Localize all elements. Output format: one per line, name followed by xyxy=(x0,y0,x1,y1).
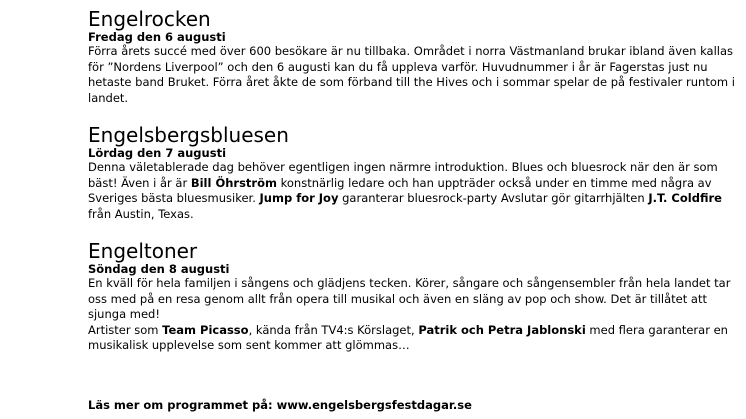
section-date: Söndag den 8 augusti xyxy=(88,262,230,276)
text-run: från Austin, Texas. xyxy=(88,206,194,221)
section-engelrocken xyxy=(88,7,738,106)
section-paragraph xyxy=(88,323,738,354)
text-run: med flera garanterar en musikalisk upplevelse som sent kommer att glömmas… xyxy=(88,322,728,352)
text-run: garanterar bluesrock-party Avslutar gör gitarrhjälten xyxy=(338,191,649,205)
text-run: Förra årets succé med över 600 besökare är nu tillbaka. Området i norra Västmanland brukar ibland även kallas för ”Nordens Liverpool” och den 6 augusti kan du få uppleva varför. Huvudnummer i år är Fagerstas just nu hetaste band Bruket. Förra året åkte de som förband till the Hives och i sommar spelar de på festivaler runtom i landet. xyxy=(88,44,735,105)
section-paragraph xyxy=(88,44,738,106)
text-run: konstnärlig ledare och han uppträder också under en timme med några av Sveriges bästa bluesmusiker. xyxy=(88,175,712,205)
section-title: Engelrocken xyxy=(88,7,211,31)
section-title: Engelsbergsbluesen xyxy=(88,123,289,147)
text-run: , kända från TV4:s Körslaget, xyxy=(248,322,419,337)
document-body xyxy=(88,7,738,354)
section-date: Lördag den 7 augusti xyxy=(88,146,227,160)
text-run: Artister som xyxy=(88,322,163,337)
bold-text: Jump for Joy xyxy=(259,191,339,205)
bold-text: J.T. Coldfire xyxy=(648,191,722,205)
section-engeltoner xyxy=(88,239,738,354)
footer-more-info: Läs mer om programmet på: www.engelsbergsfestdagar.se xyxy=(88,398,472,412)
section-date: Fredag den 6 augusti xyxy=(88,30,226,44)
section-title: Engeltoner xyxy=(88,239,198,263)
bold-text: Bill Öhrström xyxy=(190,175,277,190)
bold-text: Team Picasso xyxy=(162,322,249,337)
section-paragraph xyxy=(88,160,738,222)
bold-text: Patrik och Petra Jablonski xyxy=(418,322,586,337)
section-engelsbergsbluesen xyxy=(88,123,738,222)
section-paragraph xyxy=(88,276,738,323)
text-run: En kväll för hela familjen i sångens och glädjens tecken. Körer, sångare och sångensembler från hela landet tar oss med på en resa genom allt från opera till musikal och även en släng av pop och show. Det är tillåtet att sjunga med! xyxy=(88,276,731,321)
text-run: Denna väletablerade dag behöver egentligen ingen närmre introduktion. Blues och bluesrock när den är som bäst! Även i år är xyxy=(88,160,718,190)
